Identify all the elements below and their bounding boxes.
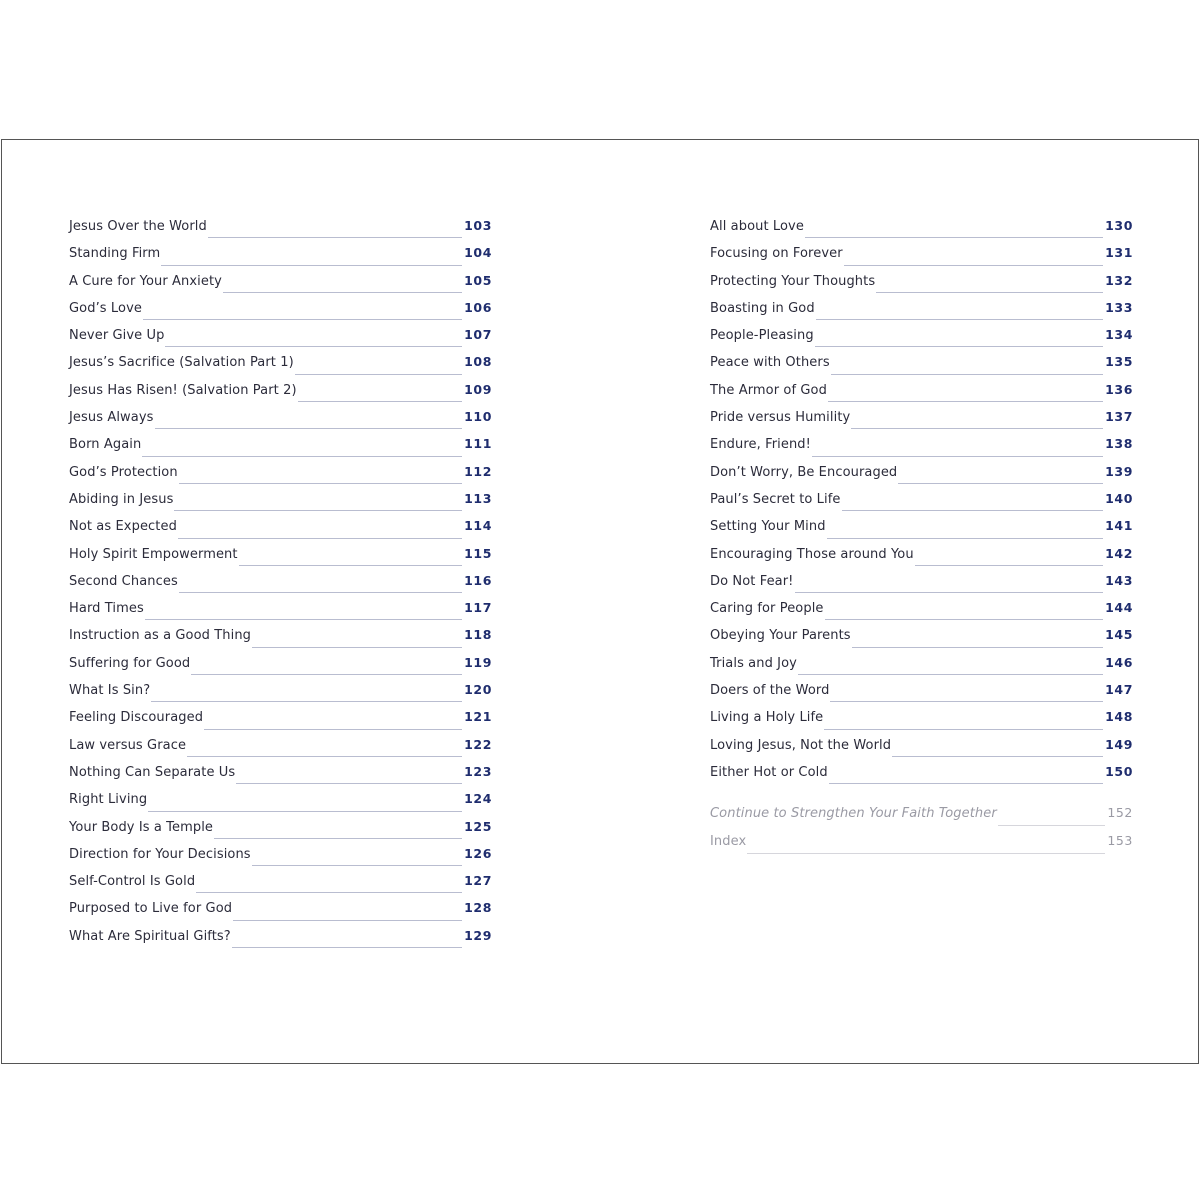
toc-leader-line [142,455,462,457]
toc-leader-line [815,345,1103,347]
toc-entry-title: Born Again [69,437,142,453]
toc-entry-page-number: 133 [1105,299,1133,315]
toc-entry-page-number: 123 [464,763,492,779]
toc-entry-title: Paul’s Secret to Life [710,491,841,507]
toc-entry-title: Never Give Up [69,328,165,344]
toc-entry [69,382,492,409]
toc-entry-page-number: 149 [1105,736,1133,752]
toc-entry [710,764,1133,791]
toc-entry [710,218,1133,245]
toc-entry-title: Right Living [69,792,148,808]
toc-entry-title: Encouraging Those around You [710,546,914,562]
toc-entry-page-number: 152 [1107,805,1133,821]
toc-entry-title: Holy Spirit Empowerment [69,546,238,562]
toc-entry-page-number: 121 [464,709,492,725]
toc-entry-page-number: 113 [464,490,492,506]
toc-entry-title: Law versus Grace [69,737,187,753]
toc-leader-line [148,810,462,812]
toc-entry-page-number: 116 [464,572,492,588]
toc-leader-line [816,318,1103,320]
toc-leader-line [298,400,462,402]
toc-entry-title: God’s Love [69,300,142,316]
toc-entry-page-number: 120 [464,682,492,698]
toc-entry-title: Self-Control Is Gold [69,874,196,890]
toc-entry-title: A Cure for Your Anxiety [69,273,222,289]
toc-entry [69,300,492,327]
toc-left-page [69,218,492,955]
toc-leader-line [187,755,462,757]
toc-entry-title: Not as Expected [69,519,177,535]
toc-entry-title: Your Body Is a Temple [69,819,214,835]
toc-leader-line [239,564,462,566]
toc-entry-page-number: 142 [1105,545,1133,561]
toc-entry [69,600,492,627]
toc-entry-title: Second Chances [69,573,178,589]
toc-entry-title: People-Pleasing [710,328,814,344]
toc-entry-page-number: 135 [1105,354,1133,370]
toc-leader-line [178,537,462,539]
toc-entry-page-number: 131 [1105,245,1133,261]
toc-entry-page-number: 143 [1105,572,1133,588]
toc-leader-line [828,400,1103,402]
toc-leader-line [233,919,462,921]
toc-entry [69,573,492,600]
toc-right-entries [710,218,1133,791]
toc-entry [710,273,1133,300]
toc-entry [69,273,492,300]
toc-entry-page-number: 117 [464,600,492,616]
toc-entry [710,464,1133,491]
toc-leader-line [830,700,1103,702]
toc-entry-page-number: 112 [464,463,492,479]
toc-entry-title: Living a Holy Life [710,710,824,726]
toc-entry-title: Focusing on Forever [710,246,843,262]
toc-entry-page-number: 139 [1105,463,1133,479]
toc-entry [69,928,492,955]
toc-leader-line [232,946,462,948]
toc-entry-title: Obeying Your Parents [710,628,851,644]
toc-entry-page-number: 134 [1105,327,1133,343]
toc-entry [69,900,492,927]
toc-entry-title: Jesus’s Sacrifice (Salvation Part 1) [69,355,294,371]
toc-leader-line [145,618,462,620]
toc-entry-page-number: 114 [464,518,492,534]
toc-leader-line [208,236,462,238]
toc-entry [69,218,492,245]
toc-entry-page-number: 148 [1105,709,1133,725]
toc-entry [69,354,492,381]
toc-leader-line [795,591,1104,593]
toc-entry [710,573,1133,600]
toc-entry [69,791,492,818]
toc-entry [69,627,492,654]
toc-entry-page-number: 138 [1105,436,1133,452]
toc-leader-line [143,318,462,320]
toc-right-page [710,218,1133,861]
toc-leader-line [852,646,1103,648]
toc-entry-page-number: 125 [464,818,492,834]
toc-leader-line [831,373,1103,375]
toc-entry-page-number: 140 [1105,490,1133,506]
toc-entry [710,354,1133,381]
toc-entry-title: Direction for Your Decisions [69,846,251,862]
toc-entry-title: Endure, Friend! [710,437,811,453]
toc-leader-line [798,673,1103,675]
toc-leader-line [747,852,1105,854]
toc-entry [69,491,492,518]
toc-entry-page-number: 115 [464,545,492,561]
toc-entry [710,682,1133,709]
toc-leader-line [812,455,1103,457]
toc-leader-line [204,728,462,730]
toc-entry-page-number: 132 [1105,272,1133,288]
toc-entry-title: Jesus Has Risen! (Salvation Part 2) [69,382,297,398]
toc-leader-line [161,264,462,266]
toc-entry-page-number: 124 [464,791,492,807]
toc-entry [69,546,492,573]
toc-entry-title: Jesus Over the World [69,219,207,234]
toc-entry [710,518,1133,545]
toc-entry-page-number: 104 [464,245,492,261]
toc-entry [710,491,1133,518]
toc-entry-title: Nothing Can Separate Us [69,764,236,780]
toc-leader-line [179,591,462,593]
toc-entry-title: God’s Protection [69,464,178,480]
toc-entry-title: All about Love [710,219,804,234]
toc-entry-title: Trials and Joy [710,655,797,671]
toc-entry-page-number: 126 [464,845,492,861]
toc-entry [710,655,1133,682]
toc-entry-page-number: 150 [1105,763,1133,779]
toc-leader-line [236,782,462,784]
toc-entry-page-number: 153 [1107,833,1133,849]
toc-entry [69,873,492,900]
toc-entry-title: Either Hot or Cold [710,764,828,780]
book-spread [1,139,1199,1064]
toc-entry [710,737,1133,764]
toc-entry-page-number: 103 [464,218,492,233]
toc-entry [69,709,492,736]
toc-leader-line [805,236,1103,238]
toc-entry [710,300,1133,327]
toc-entry [69,819,492,846]
toc-entry [69,518,492,545]
toc-entry-title: Doers of the Word [710,683,830,699]
toc-entry-page-number: 111 [464,436,492,452]
toc-entry [710,627,1133,654]
toc-entry-title: Continue to Strengthen Your Faith Together [710,806,997,822]
toc-leader-line [223,291,462,293]
toc-leader-line [179,482,462,484]
toc-entry-page-number: 109 [464,381,492,397]
toc-leader-line [174,509,462,511]
toc-entry [710,436,1133,463]
toc-leader-line [295,373,462,375]
toc-entry-page-number: 129 [464,927,492,943]
toc-entry-title: Peace with Others [710,355,830,371]
toc-entry-page-number: 106 [464,299,492,315]
toc-leader-line [876,291,1103,293]
toc-entry [69,436,492,463]
toc-entry [710,327,1133,354]
toc-leader-line [915,564,1103,566]
toc-entry [69,245,492,272]
toc-entry [710,409,1133,436]
toc-entry-title: Hard Times [69,601,144,617]
toc-leader-line [829,782,1103,784]
toc-back-matter [710,805,1133,861]
toc-entry [69,464,492,491]
toc-leader-line [151,700,462,702]
toc-entry-page-number: 105 [464,272,492,288]
toc-entry [69,409,492,436]
toc-entry-title: Purposed to Live for God [69,901,233,917]
toc-entry-page-number: 127 [464,873,492,889]
toc-leader-line [851,427,1103,429]
toc-leader-line [824,728,1103,730]
toc-entry [710,833,1133,861]
toc-leader-line [214,837,462,839]
toc-entry-page-number: 144 [1105,600,1133,616]
toc-leader-line [196,891,462,893]
toc-entry-page-number: 136 [1105,381,1133,397]
toc-leader-line [842,509,1104,511]
toc-entry-title: Pride versus Humility [710,410,851,426]
toc-entry [69,327,492,354]
toc-entry-title: Jesus Always [69,410,154,426]
toc-entry [710,600,1133,627]
toc-leader-line [165,345,462,347]
toc-entry-page-number: 137 [1105,409,1133,425]
toc-entry-title: Protecting Your Thoughts [710,273,876,289]
toc-leader-line [155,427,463,429]
toc-leader-line [825,618,1104,620]
toc-entry-page-number: 122 [464,736,492,752]
toc-entry [69,737,492,764]
toc-entry-title: The Armor of God [710,382,827,398]
toc-entry-title: Index [710,834,747,850]
toc-entry-page-number: 118 [464,627,492,643]
toc-entry-page-number: 119 [464,654,492,670]
toc-leader-line [191,673,462,675]
toc-leader-line [827,537,1104,539]
toc-leader-line [892,755,1103,757]
toc-entry-page-number: 130 [1105,218,1133,233]
toc-leader-line [898,482,1103,484]
toc-entry-title: Feeling Discouraged [69,710,204,726]
toc-entry-page-number: 107 [464,327,492,343]
toc-leader-line [252,864,462,866]
toc-entry-title: What Is Sin? [69,683,151,699]
toc-entry-title: What Are Spiritual Gifts? [69,928,231,944]
toc-entry-page-number: 108 [464,354,492,370]
toc-entry-title: Instruction as a Good Thing [69,628,252,644]
toc-entry-title: Standing Firm [69,246,161,262]
toc-entry-title: Abiding in Jesus [69,491,174,507]
toc-entry [69,764,492,791]
toc-entry-title: Caring for People [710,601,824,617]
toc-entry-page-number: 141 [1105,518,1133,534]
toc-entry-title: Loving Jesus, Not the World [710,737,892,753]
toc-entry [710,546,1133,573]
toc-entry-page-number: 145 [1105,627,1133,643]
toc-entry [710,245,1133,272]
toc-entry-title: Setting Your Mind [710,519,826,535]
toc-entry-page-number: 147 [1105,682,1133,698]
toc-entry [710,382,1133,409]
toc-entry-title: Do Not Fear! [710,573,794,589]
toc-leader-line [998,824,1106,826]
toc-entry [710,805,1133,833]
toc-entry-title: Don’t Worry, Be Encouraged [710,464,898,480]
toc-entry [69,846,492,873]
toc-entry [710,709,1133,736]
toc-entry-page-number: 128 [464,900,492,916]
toc-leader-line [252,646,462,648]
toc-entry-page-number: 146 [1105,654,1133,670]
toc-leader-line [844,264,1103,266]
toc-entry-title: Suffering for Good [69,655,191,671]
toc-entry-title: Boasting in God [710,300,815,316]
toc-entry-page-number: 110 [464,409,492,425]
toc-entry [69,682,492,709]
toc-entry [69,655,492,682]
